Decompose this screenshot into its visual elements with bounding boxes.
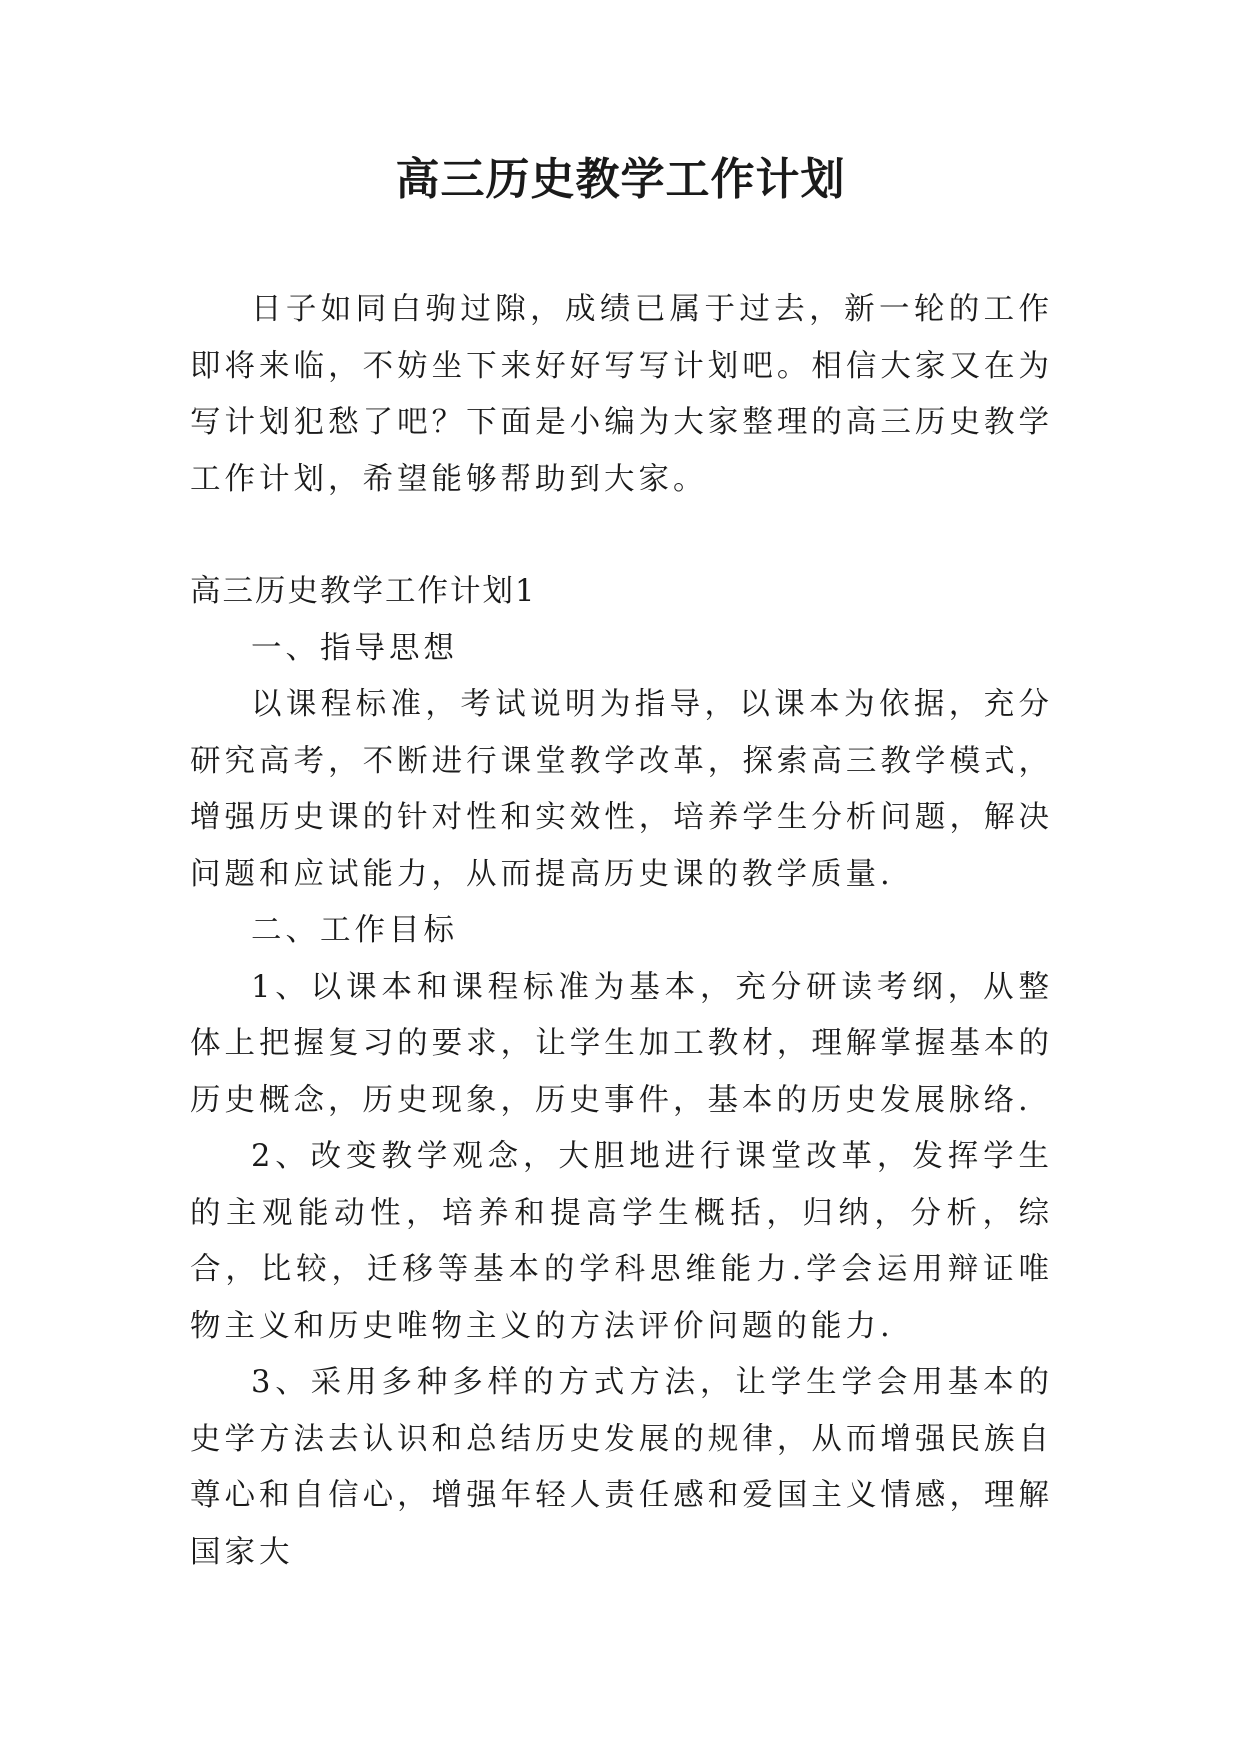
heading-work-goals: 二、工作目标: [251, 913, 458, 948]
document-body: [190, 282, 1053, 1581]
section-title: 高三历史教学工作计划1: [190, 574, 537, 609]
goal-item-1: 1、以课本和课程标准为基本，充分研读考纲，从整体上把握复习的要求，让学生加工教材，理解掌握基本的历史概念，历史现象，历史事件，基本的历史发展脉络.: [190, 969, 1053, 1118]
goal-item-3: 3、采用多种多样的方式方法，让学生学会用基本的史学方法去认识和总结历史发展的规律，从而增强民族自尊心和自信心，增强年轻人责任感和爱国主义情感，理解国家大: [190, 1365, 1053, 1570]
goal-item-2: 2、改变教学观念，大胆地进行课堂改革，发挥学生的主观能动性，培养和提高学生概括，归纳，分析，综合，比较，迁移等基本的学科思维能力.学会运用辩证唯物主义和历史唯物主义的方法评价问题的能力.: [190, 1139, 1053, 1344]
heading-guiding-thought: 一、指导思想: [251, 630, 458, 666]
document-title: 高三历史教学工作计划: [395, 154, 846, 205]
intro-paragraph: 日子如同白驹过隙，成绩已属于过去，新一轮的工作即将来临，不妨坐下来好好写写计划吧。相信大家又在为写计划犯愁了吧？下面是小编为大家整理的高三历史教学工作计划，希望能够帮助到大家。: [190, 292, 1053, 497]
guiding-thought-paragraph: 以课程标准，考试说明为指导，以课本为依据，充分研究高考，不断进行课堂教学改革，探索高三教学模式，增强历史课的针对性和实效性，培养学生分析问题，解决问题和应试能力，从而提高历史课的教学质量.: [190, 687, 1053, 892]
